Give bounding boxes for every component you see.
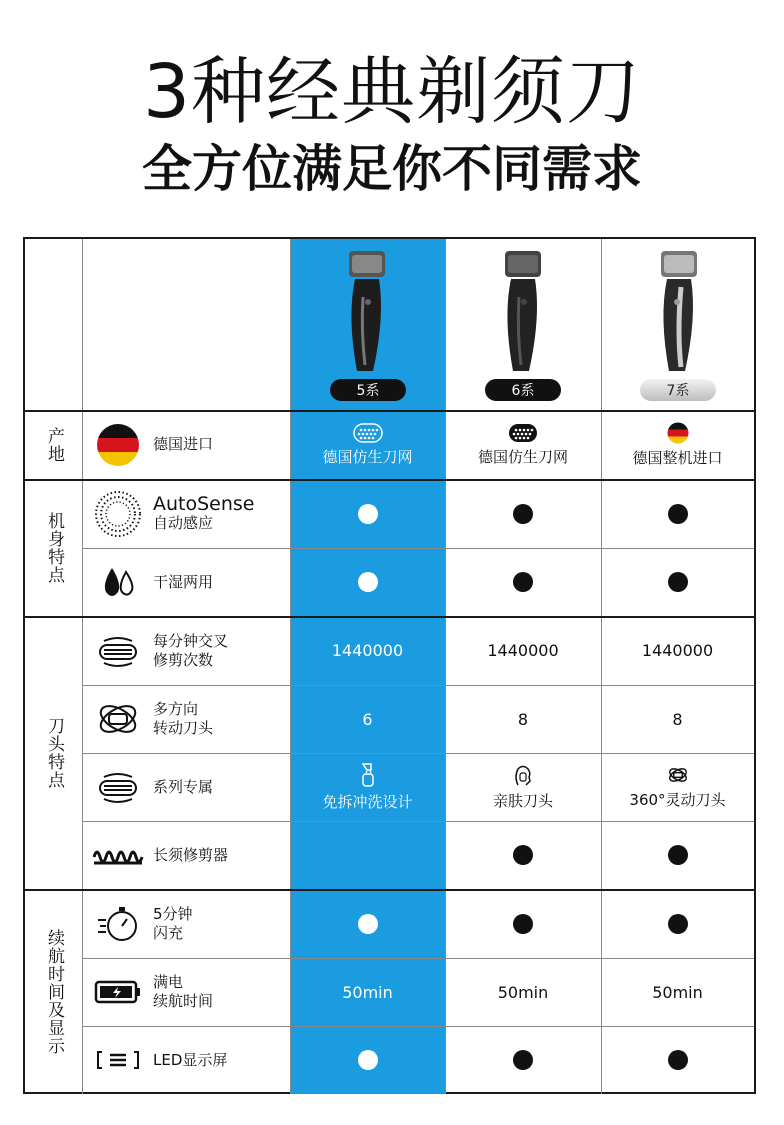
value-origin-6: 德国仿生刀网 bbox=[445, 410, 601, 479]
autosense-dots-icon bbox=[93, 489, 143, 539]
feature-runtime: 满电 续航时间 bbox=[83, 958, 290, 1026]
value-led-5 bbox=[290, 1026, 445, 1094]
rotating-head-icon bbox=[667, 764, 689, 786]
value-series-6: 亲肤刀头 bbox=[445, 753, 601, 821]
water-drops-icon bbox=[98, 562, 138, 602]
value-quick-6 bbox=[445, 889, 601, 958]
feature-directions: 多方向 转动刀头 bbox=[83, 685, 290, 753]
page-title: 3种经典剃须刀 bbox=[142, 49, 642, 135]
comparison-table bbox=[23, 237, 756, 1094]
battery-icon bbox=[94, 979, 142, 1005]
feature-cuts: 每分钟交叉 修剪次数 bbox=[83, 616, 290, 685]
feature-quick-charge: 5分钟 闪充 bbox=[83, 889, 290, 958]
shaver-5-image bbox=[335, 247, 399, 377]
category-body: 机身特点 bbox=[44, 511, 64, 584]
led-display-icon bbox=[94, 1049, 142, 1071]
shaver-6-image bbox=[491, 247, 555, 377]
value-runtime-7: 50min bbox=[652, 982, 703, 1002]
badge-6-series: 6系 bbox=[485, 379, 561, 401]
value-led-7 bbox=[601, 1026, 754, 1094]
value-cuts-6: 1440000 bbox=[487, 641, 559, 660]
trimmer-comb-icon bbox=[92, 843, 144, 867]
value-series-7: 360°灵动刀头 bbox=[601, 753, 754, 821]
value-cuts-5: 1440000 bbox=[331, 641, 404, 660]
foil-mesh-icon bbox=[508, 423, 538, 443]
feature-led: LED显示屏 bbox=[83, 1026, 290, 1094]
shaver-head-icon bbox=[96, 769, 140, 805]
feature-trimmer: 长须修剪器 bbox=[83, 821, 290, 889]
page-subtitle: 全方位满足你不同需求 bbox=[142, 140, 642, 198]
badge-5-series: 5系 bbox=[330, 379, 406, 401]
shaver-head-icon bbox=[96, 633, 140, 669]
shaver-7-image bbox=[647, 247, 711, 377]
value-autosense-5 bbox=[290, 479, 445, 548]
foil-mesh-icon bbox=[353, 423, 383, 443]
feature-wetdry: 干湿两用 bbox=[83, 548, 290, 616]
category-origin: 产地 bbox=[44, 426, 64, 463]
feature-autosense: AutoSense 自动感应 bbox=[83, 479, 290, 548]
value-directions-6: 8 bbox=[517, 709, 529, 729]
value-directions-7: 8 bbox=[672, 709, 683, 729]
value-autosense-6 bbox=[445, 479, 601, 548]
value-runtime-5: 50min bbox=[342, 982, 393, 1002]
value-wetdry-5 bbox=[290, 548, 445, 616]
category-head: 刀头特点 bbox=[44, 716, 64, 789]
water-rinse-icon bbox=[357, 762, 379, 788]
german-flag-icon bbox=[667, 422, 689, 444]
value-led-6 bbox=[445, 1026, 601, 1094]
value-origin-7: 德国整机进口 bbox=[601, 410, 754, 479]
value-cuts-7: 1440000 bbox=[641, 641, 714, 660]
value-trimmer-6 bbox=[445, 821, 601, 889]
badge-7-series: 7系 bbox=[640, 379, 716, 401]
feature-series: 系列专属 bbox=[83, 753, 290, 821]
feature-origin: 德国进口 bbox=[83, 410, 290, 479]
value-series-5: 免拆冲洗设计 bbox=[290, 753, 445, 821]
value-quick-7 bbox=[601, 889, 754, 958]
stopwatch-icon bbox=[96, 904, 140, 944]
value-autosense-7 bbox=[601, 479, 754, 548]
value-origin-5: 德国仿生刀网 bbox=[290, 410, 445, 479]
value-runtime-6: 50min bbox=[497, 982, 549, 1002]
value-wetdry-7 bbox=[601, 548, 754, 616]
category-battery: 续航时间及显示 bbox=[44, 928, 64, 1055]
rotating-head-icon bbox=[95, 696, 141, 742]
face-contour-icon bbox=[512, 763, 534, 787]
value-trimmer-7 bbox=[601, 821, 754, 889]
value-quick-5 bbox=[290, 889, 445, 958]
german-flag-icon bbox=[96, 423, 140, 467]
value-directions-5: 6 bbox=[362, 709, 373, 729]
value-wetdry-6 bbox=[445, 548, 601, 616]
